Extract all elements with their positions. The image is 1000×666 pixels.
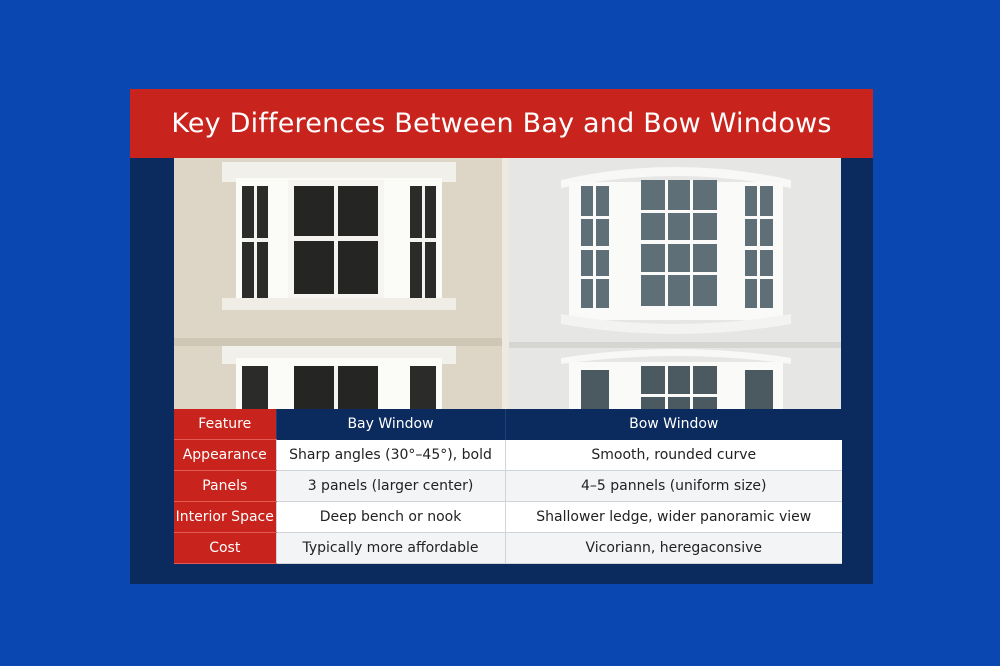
bay-cell: 3 panels (larger center) [276, 471, 505, 502]
title-banner [130, 89, 873, 158]
bow-cell: Shallower ledge, wider panoramic view [505, 502, 842, 533]
table-row [174, 471, 842, 502]
bow-cell: Vicoriann, heregaconsive [505, 533, 842, 564]
feature-cell: Panels [174, 471, 276, 502]
comparison-card [130, 89, 873, 584]
table-row [174, 440, 842, 471]
feature-cell: Interior Space [174, 502, 276, 533]
bay-cell: Sharp angles (30°–45°), bold [276, 440, 505, 471]
table-row [174, 502, 842, 533]
header-bay-window: Bay Window [276, 409, 505, 440]
feature-cell: Appearance [174, 440, 276, 471]
header-feature: Feature [174, 409, 276, 440]
header-bow-window: Bow Window [505, 409, 842, 440]
table-header-row [174, 409, 842, 440]
page-title: Key Differences Between Bay and Bow Windows [171, 108, 832, 139]
bay-cell: Typically more affordable [276, 533, 505, 564]
comparison-table [174, 409, 842, 564]
bow-cell: Smooth, rounded curve [505, 440, 842, 471]
feature-cell: Cost [174, 533, 276, 564]
bay-cell: Deep bench or nook [276, 502, 505, 533]
table-row [174, 533, 842, 564]
bow-cell: 4–5 pannels (uniform size) [505, 471, 842, 502]
